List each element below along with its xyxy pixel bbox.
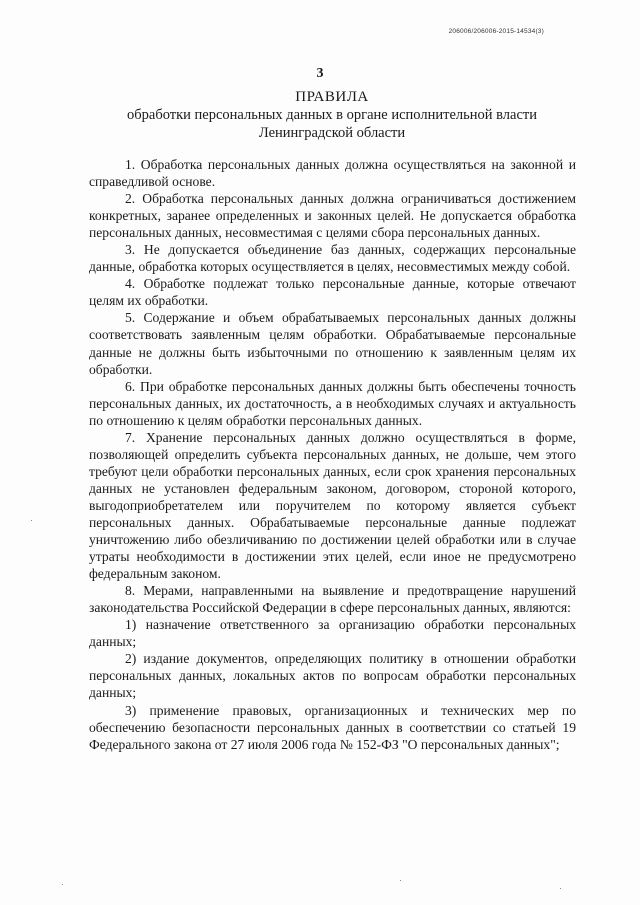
paragraph-6: 6. При обработке персональных данных должны быть обеспечены точность персональных данных, их достаточность, а в необходимых случаях и актуальность по отношению к целям обработки персональных данных. (89, 378, 576, 428)
paragraph-3: 3. Не допускается объединение баз данных, содержащих персональные данные, обработка которых осуществляется в целях, несовместимых между собой. (89, 242, 576, 275)
title-main: ПРАВИЛА (295, 89, 369, 105)
scan-speck (31, 520, 32, 521)
paragraph-8-item-3: 3) применение правовых, организационных и технических мер по обеспечению безопасности персональных данных в соответствии со статьей 19 Федерального закона от 27 июля 2006 года № 152-ФЗ "О персональных данных"; (89, 702, 576, 752)
paragraph-8-item-2: 2) издание документов, определяющих политику в отношении обработки персональных данных, локальных актов по вопросам обработки персональных данных; (89, 651, 576, 701)
paragraph-8-item-1: 1) назначение ответственного за организацию обработки персональных данных; (89, 617, 576, 650)
title-subtitle-region: Ленинградской области (258, 125, 406, 141)
scan-speck (62, 884, 63, 885)
document-title (88, 88, 576, 142)
scan-speck (560, 888, 561, 889)
page-number: 3 (316, 66, 324, 81)
title-subtitle: обработки персональных данных в органе исполнительной власти (127, 107, 537, 123)
paragraph-1: 1. Обработка персональных данных должна осуществляться на законной и справедливой основе. (89, 157, 576, 190)
paragraph-5: 5. Содержание и объем обрабатываемых персональных данных должны соответствовать заявленным целям обработки. Обрабатываемые персональные данные не должны быть избыточными по отношению к заявленным целям их обработки. (89, 310, 576, 377)
scan-speck (400, 880, 401, 881)
paragraph-4: 4. Обработке подлежат только персональные данные, которые отвечают целям их обработки. (89, 276, 576, 309)
document-body (89, 156, 576, 753)
paragraph-7: 7. Хранение персональных данных должно осуществляться в форме, позволяющей определить субъекта персональных данных, не дольше, чем этого требуют цели обработки персональных данных, если срок хранения персональных данных не установлен федеральным законом, договором, стороной которого, выгодоприобретателем или поручителем по которому является субъект персональных данных. Обрабатываемые персональные данные подлежат уничтожению либо обезличиванию по достижении целей обработки или в случае утраты необходимости в достижении этих целей, если иное не предусмотрено федеральным законом. (89, 429, 576, 582)
paragraph-8: 8. Мерами, направленными на выявление и предотвращение нарушений законодательства Российской Федерации в сфере персональных данных, являются: (89, 583, 576, 616)
paragraph-2: 2. Обработка персональных данных должна ограничиваться достижением конкретных, заранее определенных и законных целей. Не допускается обработка персональных данных, несовместимая с целями сбора персональных данных. (89, 191, 576, 241)
document-registration-code: 206006/206006-2015-14534(3) (448, 28, 544, 35)
